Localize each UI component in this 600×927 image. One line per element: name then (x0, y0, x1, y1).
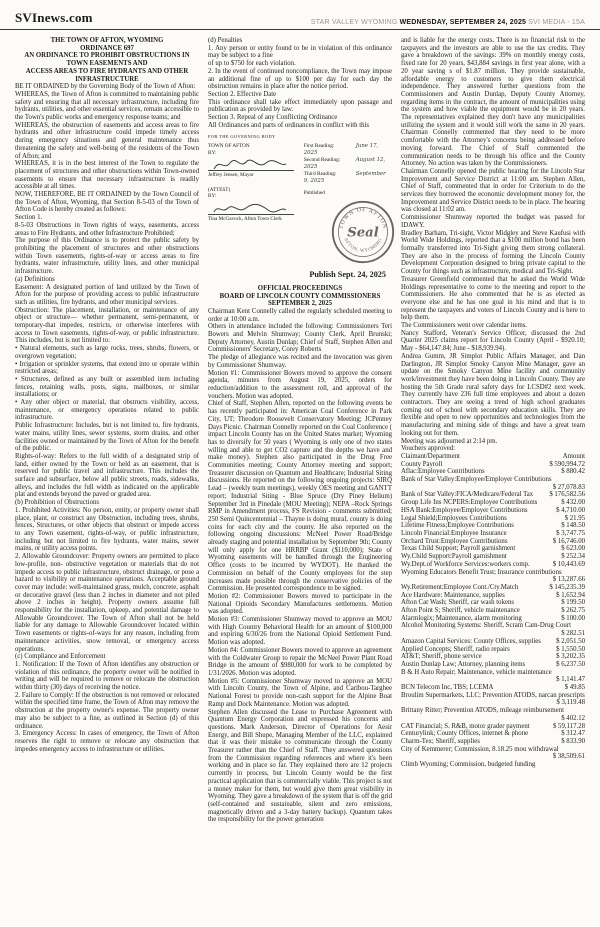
voucher-header-amount: Amount (562, 452, 585, 460)
ordinance-paragraph: Rights-of-way: Refers to the full width of a designated strip of land, either owned by the Town or held as an easement, that is reserved for public travel and infrastructure. This includes the surface and subsurface, below all public streets, roads, sidewalks, alleys, and includes the full width as indicated on the applicable plat and extends beyond the paved or graded area. (15, 452, 199, 499)
ordinance-paragraph: 2. In the event of continued noncompliance, the Town may impose an additional fine of up to $100 per day for each day the obstruction remains in place after the notice period. (208, 67, 392, 91)
proceedings-paragraph: Commissioner Shumway reported the budget was passed for IDAWY. (401, 214, 585, 229)
proceedings-paragraph: The pledge of allegiance was recited and the invocation was given by Commissioner Shumway. (208, 354, 392, 369)
seal-bottom-text: AFTON, WYOMING (342, 237, 384, 254)
voucher-claimant: Lifetime Fitness;Employee Contributions (401, 522, 514, 530)
voucher-claimant: Charm-Tex; Sheriff, supplies (401, 737, 480, 745)
voucher-row (401, 561, 585, 569)
voucher-amount: $ 199.50 (561, 599, 585, 607)
voucher-amount: $ 1,550.50 (556, 645, 585, 653)
header-date: WEDNESDAY, SEPTEMBER 24, 2025 (399, 19, 527, 26)
seal-center-text: Seal (346, 225, 379, 241)
voucher-amount: $ 3,747.75 (556, 530, 585, 537)
proceedings-body (208, 308, 392, 824)
voucher-claimant: BCN Telecom Inc, TBS; LCEMA (401, 684, 494, 692)
ordinance-paragraph: The purpose of this Ordinance is to protect the public safety by prohibiting the placement of structures and other obstructions within Town easements, rights-of-way or access areas to fire hydrants, water infrastructure, utility lines, and other municipal infrastructure. (15, 237, 199, 276)
proceedings-heading-line: BOARD OF LINCOLN COUNTY COMMISSIONERS (219, 292, 381, 300)
ordinance-paragraph: Easement: A designated portion of land utilized by the Town of Afton for the purpose of providing access to public infrastructure such as utilities, fire hydrants, and other municipal services. (15, 283, 199, 306)
voucher-row (401, 607, 585, 615)
voucher-row (401, 545, 585, 553)
voucher-claimant: Climb Wyoming; Commission, budgeted funding (401, 761, 536, 769)
second-reading-row (304, 157, 392, 171)
voucher-row (401, 491, 585, 499)
voucher-claimant: Wy.Dept.of Workforce Services:workers comp. (401, 560, 530, 568)
voucher-claimant: Lincoln Financial:Employee Insurance (401, 530, 507, 537)
voucher-amount: $ 59,117.28 (552, 722, 585, 730)
voucher-claimant: B & H Auto Repair; Maintenance, vehicle maintenance (401, 668, 552, 676)
voucher-claimant: County Payroll (401, 460, 443, 468)
voucher-row (401, 522, 585, 530)
voucher-claimant: Brittany Ritter; Prevention ATODS, mileage reimbursement (401, 707, 564, 715)
voucher-amount: $ 432.00 (561, 499, 585, 507)
voucher-amount: $ 176,582.56 (549, 491, 585, 499)
voucher-row (401, 638, 585, 646)
attest-label: (ATTEST) (208, 186, 231, 193)
ordinance-paragraph: WHEREAS, the Town of Afton is committed to maintaining public safety and ensuring that all necessary infrastructure, including fire hydrants, utilities, and other essential services, remain accessible to the Town's public works and emergency response teams; and (15, 90, 199, 122)
voucher-row (401, 615, 585, 623)
ordinance-paragraph: (a) Definitions (15, 275, 55, 283)
voucher-row (401, 584, 585, 592)
voucher-claimant: Orchard Trust:Employee Contributions (401, 537, 508, 545)
ordinance-title-line: AN ORDINANCE TO PROHIBIT OBSTRUCTIONS IN TOWN EASEMENTS AND (24, 52, 190, 68)
voucher-row (401, 661, 585, 669)
voucher-row (401, 646, 585, 654)
voucher-claimant: Legal Shield;Employees Contributions (401, 514, 507, 522)
voucher-row (401, 692, 585, 707)
voucher-amount: $ 38,509.61 (552, 753, 585, 761)
voucher-row (401, 723, 585, 731)
voucher-claimant: Alcohol Monitoring Systems: Sheriff, Scram Cam-Drug Court (401, 622, 571, 630)
clerk-name: Tina McGavock, Afton Town Clerk (208, 215, 282, 222)
columns-container (0, 30, 600, 824)
voucher-row (401, 599, 585, 607)
voucher-amount: $ 148.50 (561, 522, 585, 530)
voucher-row (401, 553, 585, 561)
proceedings-paragraph: Treasurer Greenfield commented that he asked the World Wide Holdings representative to come to the meeting and report to the Commissioners. He also commented that he is as elected as everyone else and he has one goal in his mind and that is to represent the taxpayers and voters of Lincoln County and is here to help them. (401, 275, 585, 322)
voucher-row (401, 592, 585, 600)
voucher-amount (579, 761, 585, 769)
voucher-row (401, 569, 585, 584)
voucher-amount: $ 880.42 (561, 468, 585, 476)
voucher-claimant: Aflac:Employee Contributions (401, 468, 485, 476)
voucher-amount: $ 2,051.50 (556, 637, 585, 645)
voucher-row (401, 684, 585, 692)
voucher-amount: $ 252.34 (561, 553, 585, 561)
voucher-claimant: Afton Point S; Sheriff, vehicle maintenance (401, 607, 520, 615)
proceedings-paragraph: Bradley Barham, Tri-sight, Victor Midgley and Steve Kaufusi with World Wide Holdings, reported that a $100 million bond has been formally transferred into Tri-Sight giving them strong collateral. They are also in the process of forming the Lincoln County Development Corporation designed to bring private capital to the County for things such as infrastructure, medical and Tri-Sight. (401, 229, 585, 276)
proceedings-paragraph: The Commissioners went over calendar items. (401, 322, 528, 330)
proceedings-paragraph: Motion #4: Commissioner Bowers moved to approve an agreement with the Coldwater Group to repair the McNeel Power Plant Road Bridge in the amount of $980,000 for work to be completed by 1/31/2026. Motion was adopted. (208, 646, 392, 677)
voucher-amount: $ 145,235.39 (549, 583, 585, 591)
ordinance-paragraph: NOW, THEREFORE, BE IT ORDAINED by the Town Council of the Town of Afton, Wyoming, that Section 8-5-03 of the Town of Afton Code is hereby created as follows: (15, 191, 199, 214)
ordinance-paragraph: Section 2. Effective Date (208, 90, 277, 98)
column-2 (208, 37, 392, 824)
voucher-claimant: Wy.Retirement:Employee Cont./Cty.Match (401, 583, 519, 591)
seal-top-text: TOWN OF AFTON (338, 207, 388, 230)
proceedings-heading-line: SEPTEMBER 2, 2025 (267, 300, 332, 308)
ordinance-paragraph: 3. Emergency Access: In cases of emergency, the Town of Afton reserves the right to remove or relocate any obstruction that impedes emergency access to infrastructure or utilities. (15, 730, 199, 753)
ordinance-body-continued (208, 37, 392, 129)
voucher-claimant: Texas Child Support; Payroll garnishment (401, 545, 516, 553)
voucher-claimant: Wyoming Educators Benefit Trust; Insurance contributions (401, 568, 562, 576)
voucher-claimant: City of Kemmerer; Commission, 8.18.25 mou withdrawal (401, 745, 559, 753)
voucher-row (401, 499, 585, 507)
clerk-signature (210, 201, 290, 217)
proceedings-paragraph: Motion #3: Commissioner Shumway moved to approve an MOU with High Country Behavioral Health for an amount of $100,000 and expiring 6/30/26 from the National Opioid Settlement Fund. Motion was adopted. (208, 616, 392, 647)
voucher-amount: $ 262.75 (561, 607, 585, 615)
voucher-row (401, 730, 585, 738)
voucher-amount: $ 312.47 (561, 730, 585, 738)
mayor-signature-line (208, 157, 294, 171)
third-reading-row (304, 171, 392, 185)
voucher-amount: $ 3,202.35 (556, 653, 585, 661)
voucher-row (401, 707, 585, 722)
ordinance-paragraph: (b) Prohibition of Obstructions (15, 499, 100, 507)
ordinance-paragraph: 1. Notification: If the Town of Afton identifies any obstruction or violation of this ordinance, the property owner will be notified in writing and will be required to remove or relocate the obstruction within thirty (30) days of receiving the notice. (15, 660, 199, 692)
voucher-claimant: Alarmlogix; Maintenance, alarm monitoring (401, 614, 522, 622)
ordinance-paragraph: 1. Prohibited Activities: No person, entity, or property owner shall place, plant, or construct any Obstruction, including trees, shrubs, fences, Structures, or other objects that obstruct or impede access to any Town easement, rights-of-way, or public infrastructure, including but not limited to fire hydrants, water mains, sewer mains, or utility access points. (15, 506, 199, 553)
voucher-amount: $ 4,710.00 (556, 506, 585, 514)
voucher-row (401, 622, 585, 637)
page-header (0, 0, 600, 30)
voucher-row (401, 461, 585, 469)
proceedings-paragraph: Motion #1: Commissioner Bowers moved to approve the consent agenda, minutes from August 19, 2025, orders for reduction/addition to the assessment roll, and approval of the vouchers. Motion was adopted. (208, 369, 392, 400)
voucher-amount: $ 10,443.69 (552, 560, 585, 568)
voucher-amount: $ 402.12 (561, 714, 585, 722)
voucher-claimant: CAT Financial; S. R&B, motor grader payment (401, 722, 530, 730)
proceedings-paragraph: Chairman Connelly opened the public hearing for the Lincoln Star Improvement and Service District at 11:00 am. Stephen Allen, Chief of Staff, commented that in order for Criterium to do the services they borrowed the economic development money for, the Improvement and Service District needs to be in place. The hearing was closed at 11:02 am. (401, 167, 585, 214)
ordinance-paragraph: Section 1. (15, 214, 43, 222)
voucher-row (401, 468, 585, 476)
voucher-amount: $ 833.90 (561, 737, 585, 745)
ordinance-paragraph: Public Infrastructure: Includes, but is not limited to, fire hydrants, water mains, utility lines, sewer systems, storm drains, and other facilities owned or maintained by the Town of Afton for the benefit of the public. (15, 422, 199, 453)
ordinance-paragraph: • Any other object or material, that obstructs visibility, access, maintenance, or emergency operations related to public infrastructure. (15, 399, 199, 422)
voucher-row (401, 653, 585, 661)
voucher-row (401, 538, 585, 546)
voucher-row (401, 761, 585, 769)
third-reading-date: September 9, 2025 (303, 171, 386, 185)
voucher-header-claimant: Claimant/Department (401, 452, 460, 460)
ordinance-paragraph: 1. Any person or entity found to be in violation of this ordinance may be subject to a fine (208, 44, 392, 60)
ordinance-title-line: THE TOWN OF AFTON, WYOMING (50, 37, 164, 44)
published-label: Published (303, 190, 325, 197)
ordinance-paragraph: BE IT ORDAINED by the Governing Body of the Town of Afton: (15, 83, 196, 91)
voucher-claimant: AT&T; Sheriff, phone service (401, 653, 482, 661)
proceedings-paragraph: Motion #5: Commissioner Shumway moved to approve an MOU with Lincoln County, the Town of Alpine, and Caribou-Targhee National Forest to provide non-cash support for the Alpine Boat Ramp and Dock Maintenance. Motion was adopted. (208, 677, 392, 708)
voucher-claimant: HSA Bank:Employee/Employer Contributions (401, 506, 528, 514)
for-governing-body-label: FOR THE GOVERNING BODY (208, 134, 276, 140)
clerk-signature-line (208, 201, 294, 215)
ordinance-paragraph: 8-5-03 Obstructions in Town rights of ways, easements, access areas to Fire Hydrants, and other Infrastructure Prohibited; (15, 221, 199, 237)
mayor-name: Jeffrey Jensen, Mayor (208, 172, 254, 179)
voucher-amount: $ 21.95 (564, 514, 585, 522)
proceedings-paragraph: Chairman Kent Connelly called the regularly scheduled meeting to order at 10:00 a.m. (208, 307, 392, 323)
ordinance-title (15, 37, 199, 83)
ordinance-body (15, 83, 199, 753)
second-reading-label: Second Reading: (303, 157, 341, 164)
ordinance-paragraph: WHEREAS, it is in the best interest of the Town to regulate the placement of structures and other obstructions within Town-owned easements to ensure that necessary infrastructure is readily accessible at all times. (15, 160, 199, 191)
voucher-amount: $ 590,994.72 (549, 460, 585, 468)
voucher-amount: $ 1,141.47 (556, 676, 585, 684)
mayor-by-label: BY: (208, 149, 217, 156)
voucher-claimant: Group Life Ins NCPERS:Employee Contributions (401, 499, 538, 507)
second-reading-date: August 12, 2025 (303, 157, 386, 171)
ordinance-title-line: ORDINANCE 697 (80, 44, 134, 52)
proceedings-paragraph: Chief of Staff, Stephen Allen, reported on the following events he has recently participated in: American Coal Conference in Park City, UT; Theodore Roosevelt Conservatory Meeting; JCPenney Days Picnic. Chairman Connelly reported on the Coal Conference ( impact Lincoln County has on the United States market; Wyoming has to diversify for 50 years ( Wyoming is only one of two states willing and able to get CO2 capture and the depths we have and make money). Stephen also participated in the Drug Free Communities meeting; County Attorney meeting and support; Treasurer discussion on Quantum and Healthcare; Industrial Siting discussions. He reported on the following ongoing projects: SIRQ Lead – (weekly team meetings), weekly OES meeting and GANTT report; Industrial Siting - Blue Spruce (Dry Piney Helium) September 3rd in Pinedale (MOU Meeting); NEPA –Rock Springs RMP in Amendment process, FS Revision - comments submitted; 250 Semi Quincentennial – Thayne is doing mural, county is doing coins for each city and the county. He also reported on the following ongoing discussions: McNeel Power Road/Bridge already staging and potential installation by September 9th; County will only apply for one HRRBP Grant ($110,000); State of Wyoming easements will be handled through the Engineering Office (costs to be incurred by WYDOT). He thanked the Commission on behalf of the County employees for the step increases made possible through the conservative policies of the Commission. He presented correspondence to be signed. (208, 400, 392, 593)
ordinance-paragraph: 2. Failure to Comply: If the obstruction is not removed or relocated within the specified time frame, the Town of Afton may remove the obstruction at the property owner's expense. The property owner may also be subject to a fine, as outlined in Section (d) of this ordinance. (15, 691, 199, 730)
voucher-amount: $ 623.00 (561, 545, 585, 553)
proceedings-heading-line: OFFICIAL PROCEEDINGS (257, 284, 343, 292)
proceedings-paragraph: Andrea Gumm, JR Simplot Public Affairs Manager, and Dan Darlington, JR Simplot Smoky Canyon Mine Manager, gave an update on the Smoky Canyon Mine facility and community work/investment they have been doing in Lincoln County. They are hosting the 5th Grade rural safety days for LCSD#2 next week. They currently have 236 full time employees and about a dozen contractors. They are seeing a trend of high school graduates coming out of school with secondary education skills. They are flexible and open to new opportunities and technologies from the manufacturing and mining side of things and have a great team looking out for them. (401, 352, 585, 437)
town-seal-icon (330, 199, 396, 265)
mayor-signature (210, 157, 290, 173)
header-edition: SVI MEDIA - 15A (526, 19, 585, 26)
voucher-table (401, 461, 585, 769)
column-1-ordinance (15, 37, 199, 824)
first-reading-label: First Reading: (303, 143, 335, 150)
voucher-amount: $ 27,078.83 (552, 483, 585, 491)
signature-town-label: TOWN OF AFTON (208, 143, 250, 150)
proceedings-paragraph: Vouchers approved: (401, 445, 456, 453)
column-3 (401, 37, 585, 824)
ordinance-paragraph: Section 3. Repeal of any Conflicting Ordinance (208, 114, 338, 122)
ordinance-paragraph: Obstruction: The placement, installation, or maintenance of any object or structure— whether permanent, semi-permanent, or temporary-that impedes, restricts, or otherwise interferes with access to Town easements, rights-of-way, or public infrastructure. This includes, but is not limited to: (15, 306, 199, 345)
ordinance-paragraph: of up to $750 for each violation. (208, 60, 296, 68)
third-reading-label: Third Reading: (303, 171, 337, 178)
publish-date-line: Publish Sept. 24, 2025 (309, 270, 386, 280)
voucher-claimant: Ace Hardware: Maintenance, supplies (401, 591, 505, 599)
proceedings-body-continued (401, 37, 585, 453)
voucher-amount: $ 6,237.50 (556, 660, 585, 668)
voucher-claimant: Wy.Child Support:Payroll garnishment (401, 553, 507, 561)
voucher-claimant: Bank of Star Valley:Employee/Employer Contributions (401, 476, 552, 484)
proceedings-paragraph: Nancy Stafford, Veteran's Service Officer, discussed the 2nd Quarter 2025 claims report for Lincoln County (April - $920.10; May - $64,147.84; June - $18,939.94). (401, 329, 585, 353)
ordinance-title-line: ACCESS AREAS TO FIRE HYDRANTS AND OTHER INFRASTRUCTURE (25, 67, 189, 83)
header-location: STAR VALLEY WYOMING (310, 19, 400, 26)
first-reading-date: June 17, 2025 (303, 143, 379, 157)
ordinance-paragraph: • Irrigation or sprinkler systems, that extend into or operate within restricted areas; (15, 360, 199, 376)
ordinance-paragraph: WHEREAS, the obstruction of easements and access areas to fire hydrants and other infrastructure could impede timely access during emergency situations and general maintenance thus threatening the safety and well-being of the residents of the Town of Afton; and (15, 121, 199, 160)
voucher-amount: $ 100.00 (561, 614, 585, 622)
ordinance-paragraph: (d) Penalties (208, 37, 243, 44)
header-dateline (311, 19, 585, 26)
voucher-amount: $ 13,287.66 (552, 576, 585, 584)
first-reading-row (304, 143, 392, 157)
voucher-claimant: Broulim Supermarkets, LLC; Prevention ATODS, narcan prescripts (401, 691, 585, 699)
voucher-claimant: Bank of Star Valley:FICA/Medicare/Federal Tax (401, 491, 534, 499)
signature-left (208, 143, 300, 268)
voucher-row (401, 738, 585, 746)
voucher-amount: $ 282.51 (561, 630, 585, 638)
voucher-claimant: Centurylink; County Offices, internet & phone (401, 730, 529, 738)
proceedings-paragraph: Stephen Allen discussed the Lease to Purchase Agreement with Quantum Energy Corporation and expressed his concerns and questions. Mark Anderson, Director of Operations for Aesir Energy, and Bill Shupe, Managing Member of the LLC, explained that it was their mistake to communicate through the County Treasurer rather than the Chief of Staff. They answered questions from the Commission regarding references and where it's been working and in place so far. They explained there are 12 projects currently in process, but Lincoln County would be the first practical application that is commercially viable. This project is not a money maker for them, but would give them great visibility in Wyoming. They gave a breakdown of the system that is off the grid (self-contained and sustainable, silent and zero emissions, magnetically driven and a 3-day battery backup). Quantum takes the responsibility for the power generation (208, 708, 392, 824)
ordinance-paragraph: (c) Compliance and Enforcement (15, 653, 106, 661)
voucher-amount: $ 3,119.48 (556, 699, 585, 707)
ordinance-paragraph: • Natural elements, such as large rocks, trees, shrubs, flowers, or overgrown vegetation; (15, 345, 199, 360)
voucher-row (401, 476, 585, 491)
voucher-row (401, 669, 585, 684)
proceedings-heading (208, 285, 392, 308)
voucher-claimant: Afton Car Wash; Sheriff, car wash tokens (401, 599, 515, 607)
masthead-site-name: SVInews.com (15, 10, 93, 25)
ordinance-paragraph: • Structures, defined as any built or assembled item including fences, retaining walls, posts, signs, mailboxes, or similar installations; or (15, 375, 199, 399)
signature-block (208, 143, 392, 268)
proceedings-paragraph: Others in attendance included the following: Commissioners Teri Bowers and Melvin Shumway; County Clerk, April Brunski; Deputy Attorney, Austin Dunlap; Chief of Staff, Stephen Allen and Commissioners' Secretary, Corey Roberts (208, 323, 392, 354)
voucher-table-header (401, 453, 585, 461)
spacer (208, 179, 300, 187)
ordinance-paragraph: All Ordinances and parts of ordinances in conflict with this (208, 121, 370, 129)
voucher-amount: $ 16,746.00 (552, 537, 585, 545)
voucher-amount: $ 49.85 (564, 684, 585, 692)
voucher-row (401, 515, 585, 523)
signature-right (300, 143, 392, 268)
clerk-by-label: BY: (208, 193, 217, 200)
voucher-amount: $ 1,652.94 (556, 591, 585, 599)
proceedings-paragraph: and is liable for the energy costs. There is no financial risk to the taxpayers and the investors are able to use the tax credits. They gave a breakdown of the savings: 39% on monthly energy costs, fixed rate for 20 years, $43,884 savings in first year alone, with a 20 year saving s of $1.87 million. They provide sustainable, affordable energy to customers to give them electrical independence. They answered further questions from the Commissioners and Austin Dunlap, Deputy County Attorney, regarding items in the contract, the amount of municipalities using the system and how viable the equipment would be in 20 years. The representatives explained they don't have any municipalities utilizing the system and it would still work the same in 20 years. Chairman Connelly commented that they need to be more comfortable with the Attorney's concerns being addressed before moving forward. The Chief of Staff commented the communication needs to be through his office and the County Attorney. No action was taken by the Commissioners. (401, 37, 585, 168)
voucher-row (401, 507, 585, 515)
voucher-claimant: Applied Concepts; Sheriff, radio repairs (401, 645, 510, 653)
ordinance-paragraph: This ordinance shall take effect immediately upon passage and publication as provided by law. (208, 98, 392, 114)
proceedings-paragraph: Motion #2: Commissioner Bowers moved to participate in the National Opioids Secondary Manufactures settlements. Motion was adopted. (208, 592, 392, 616)
voucher-claimant: Austin Dunlap Law; Attorney, planning items (401, 660, 526, 668)
proceedings-paragraph: Meeting was adjourned at 2:14 pm. (401, 437, 498, 445)
voucher-row (401, 746, 585, 761)
voucher-row (401, 530, 585, 538)
voucher-claimant: Amazon Capital Services: County Offices, supplies (401, 637, 541, 645)
seal-wrap (330, 199, 392, 268)
ordinance-paragraph: 2. Allowable Groundcover: Property owners are permitted to place low-profile, non- obstructive vegetation or materials that do not impede access to public infrastructure, obstruct drainage, or pose a hazard to visibility or maintenance operations. Acceptable ground cover may include: well-maintained grass, mulch, concrete, asphalt or decorative gravel (less than 2 inches in diameter and not piled above 2 inches in height). Property owners assume full responsibility for the installation, upkeep, and potential damage to Allowable Groundcover. The Town of Afton shall not be held liable for any damage to Allowable Groundcover located within Town easements or rights-of-ways for any reason, including from maintenance activities, snow removal, or emergency access operations. (15, 553, 199, 653)
